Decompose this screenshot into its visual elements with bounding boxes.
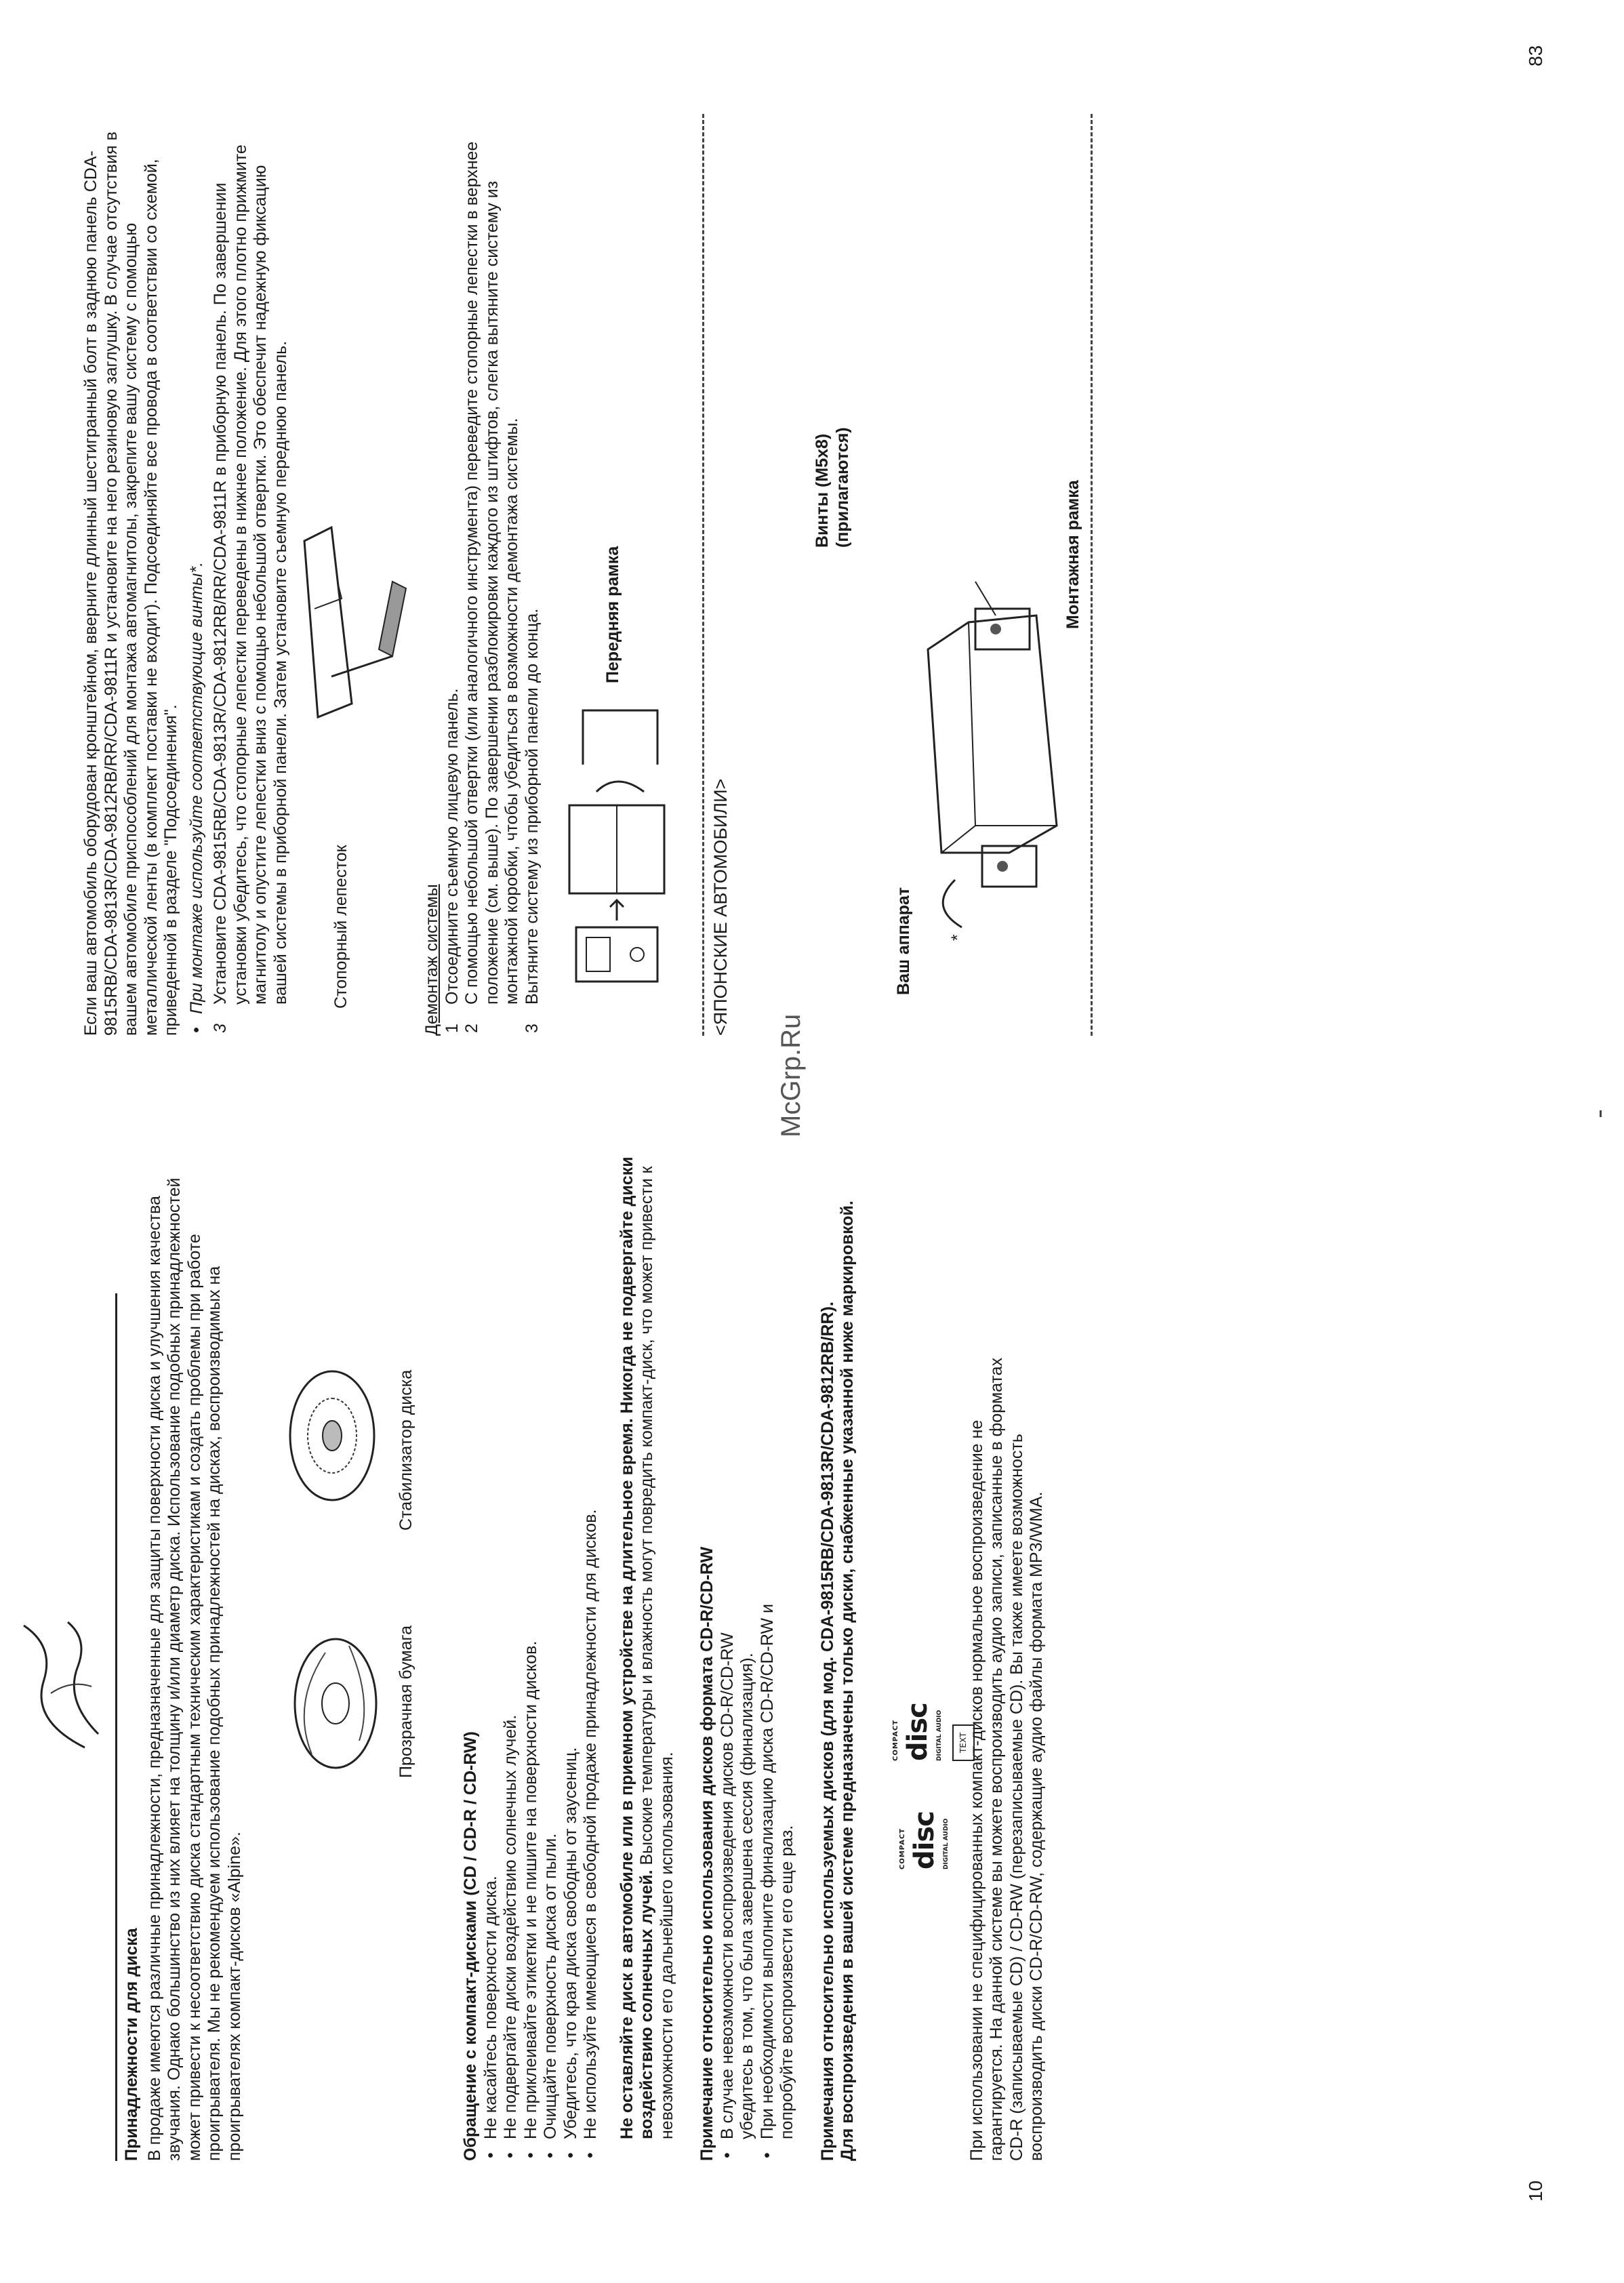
logo-top-text: COMPACT	[898, 1827, 906, 1870]
disc-note-title: Примечания относительно используемых дисков (для мод. CDA-9815RB/CDA-9813R/CDA-9812RB/RR).	[817, 1301, 837, 2161]
japanese-mount-illustration	[901, 568, 1077, 934]
label-screws: Винты (M5x8)	[812, 433, 832, 548]
removal-step	[462, 114, 523, 1036]
label-transparent-paper: Прозрачная бумага	[397, 1625, 415, 1778]
stopper-figure	[291, 114, 420, 1036]
removal-step-number: 1	[442, 1024, 462, 1033]
stopper-tab-illustration	[291, 514, 413, 731]
japanese-cars-title: <ЯПОНСКИЕ АВТОМОБИЛИ>	[710, 778, 731, 1036]
handling-item: • Убедитесь, что края диска свободны от заусениц.	[561, 1144, 582, 2161]
logo-main-text: disc	[902, 1703, 933, 1761]
intro-text: Если ваш автомобиль оборудован кронштейном, вверните длинный шестигранный болт в заднюю панель CDA-9815RB/CDA-9813R/CDA-9812RB/RR/CDA-9811R и установите на него резиновую заглушку. В случае отсутствия в вашем автомобиле приспособлений для монтажа автомагнитолы, закрепите вашу систему с помощью металлической ленты (в комплект поставки не входит). Подсоединяйте все провода в соответствии со схемой, приведенной в разделе "Подсоединения".	[81, 132, 180, 1036]
disc-paper-illustration	[285, 1625, 386, 1781]
japanese-install-figure	[731, 114, 1084, 1036]
step-3	[211, 114, 291, 1036]
cdr-note-item: • При необходимости выполните финализацию диска CD-R/CD-RW и попробуйте воспроизвести его еще раз.	[758, 1144, 798, 2161]
left-column	[122, 1144, 1068, 2161]
front-panel-removal-illustration	[556, 697, 685, 995]
label-stopper-tab: Стопорный лепесток	[331, 845, 350, 1009]
cdr-note-title: Примечание относительно использования дисков формата CD-R/CD-RW	[697, 1546, 716, 2161]
logo-text-badge: TEXT	[952, 1724, 975, 1761]
handling-item: • Не используйте имеющиеся в свободной продаже принадлежности для дисков.	[581, 1144, 601, 2161]
label-disc-stabilizer: Стабилизатор диска	[397, 1369, 415, 1531]
step-3-text: Установите CDA-9815RB/CDA-9813R/CDA-9812RB/RR/CDA-9811R в приборную панель. По завершении установки убедитесь, что стопорные лепестки переведены в нижнее положение. Для этого плотно прижмите магнитолу и опустите лепестки вниз с помощью небольшой отвертки. Это обеспечит надежную фиксацию вашей системы в приборной панели. Затем установите съемную переднюю панель.	[211, 144, 290, 1005]
removal-step-text: Вытяните систему из приборной панели до конца.	[522, 608, 542, 1005]
accessories-text: В продаже имеются различные принадлежности, предназначенные для защиты поверхности диска и улучшения качества звучания. Однако большинство из них влияет на толщину и/или диаметр диска. Использование подобных принадлежностей может привести к несоответствию диска стандартным техническим характеристикам и создать проблемы при работе проигрывателя. Мы не рекомендуем использование подобных принадлежностей на дисках, воспроизводимых на проигрывателях компакт-дисков «Alpine».	[144, 1177, 244, 2161]
handling-item: • Не подвергайте диски воздействию солнечных лучей.	[501, 1144, 521, 2161]
accessories-section	[122, 1144, 441, 2161]
watermark: McGrp.Ru	[776, 1013, 806, 1137]
screws-note: • При монтаже используйте соответствующие винты*.	[187, 114, 207, 1036]
left-top-rule	[115, 1293, 117, 2161]
removal-step	[443, 114, 463, 1036]
logo-bottom-text: DIGITAL AUDIO	[936, 1710, 943, 1761]
bottom-divider	[1091, 114, 1093, 1036]
nonstandard-text: При использовании не специфицированных компакт-дисков нормальное воспроизведение не гарантируется. На данной системе вы можете воспроизводить аудио записи, записанные в форматах CD-R (записываемые CD) / CD-RW (перезаписываемые CD). Вы также имеете возможность воспроизводить диски CD-R/CD-RW, содержащие аудио файлы формата MP3/WMA.	[967, 1357, 1046, 2161]
hand-wiping-illustration	[3, 1612, 112, 1761]
label-front-frame: Передняя рамка	[603, 546, 622, 683]
cdr-note-item: • В случае невозможности воспроизведения дисков CD-R/CD-RW убедитесь в том, что была завершена сессия (финализация).	[718, 1144, 758, 2161]
right-column	[81, 114, 1093, 1036]
accessories-title: Принадлежности для диска	[122, 1928, 141, 2161]
compact-disc-logo	[893, 1788, 957, 1870]
logo-bottom-text: DIGITAL AUDIO	[943, 1818, 950, 1870]
removal-step	[523, 114, 543, 1036]
label-star: *	[948, 934, 967, 941]
handling-warning	[617, 1144, 678, 2161]
removal-step-text: Отсоедините съемную лицевую панель.	[442, 688, 462, 1005]
compact-disc-text-logo	[886, 1680, 975, 1761]
handling-item: • Не приклеивайте этикетки и не пишите на поверхности дисков.	[521, 1144, 542, 2161]
disc-stabilizer-illustration	[281, 1361, 383, 1510]
page-number-left: 10	[1525, 2180, 1546, 2202]
handling-warning-bold: Не оставляйте диск в автомобиле или в приемном устройстве на длительное время. Никогда не подвергайте диски воздействию солнечных лучей.	[617, 1156, 656, 2139]
removal-step-number: 2	[462, 1024, 481, 1033]
nonstandard-section	[967, 1144, 1047, 2161]
disc-note-section	[817, 1144, 968, 2161]
label-mounting-frame: Монтажная рамка	[1063, 480, 1082, 629]
front-panel-figure	[542, 114, 698, 1036]
section-divider	[702, 114, 704, 1036]
removal-step-text: С помощью небольшой отвертки (или аналогичного инструмента) переведите стопорные лепестки в верхнее положение (см. выше). По завершении разблокировки каждого из штифтов, слегка вытяните систему из монтажной коробки, чтобы убедиться в возможности демонтажа системы.	[462, 141, 521, 1005]
handling-warning-rest: Высокие температуры и влажность могут повредить компакт-диск, что может привести к невозможности его дальнейшего использования.	[637, 1166, 676, 2139]
handling-item: • Очищайте поверхность диска от пыли.	[541, 1144, 561, 2161]
disc-note-text: Для воспроизведения в вашей системе предназначены только диски, снабженные указанной ниже маркировкой.	[838, 1200, 857, 2161]
handling-item: • Не касайтесь поверхности диска.	[481, 1144, 502, 2161]
logo-top-text: COMPACT	[891, 1719, 899, 1761]
removal-title: Демонтаж системы	[422, 884, 441, 1036]
handling-section	[461, 1144, 677, 2161]
step-3-number: 3	[211, 1024, 230, 1033]
logo-main-text: disc	[909, 1811, 940, 1870]
removal-step-number: 3	[522, 1024, 542, 1033]
left-bottom-edge	[1600, 1110, 1602, 1117]
cdr-note-section	[697, 1144, 798, 2161]
label-your-unit: Ваш аппарат	[893, 887, 913, 995]
label-screws-included: (прилагаются)	[832, 427, 852, 548]
page-number-right: 83	[1525, 45, 1546, 66]
handling-title: Обращение с компакт-дисками (CD / CD-R / CD-RW)	[461, 1731, 480, 2161]
